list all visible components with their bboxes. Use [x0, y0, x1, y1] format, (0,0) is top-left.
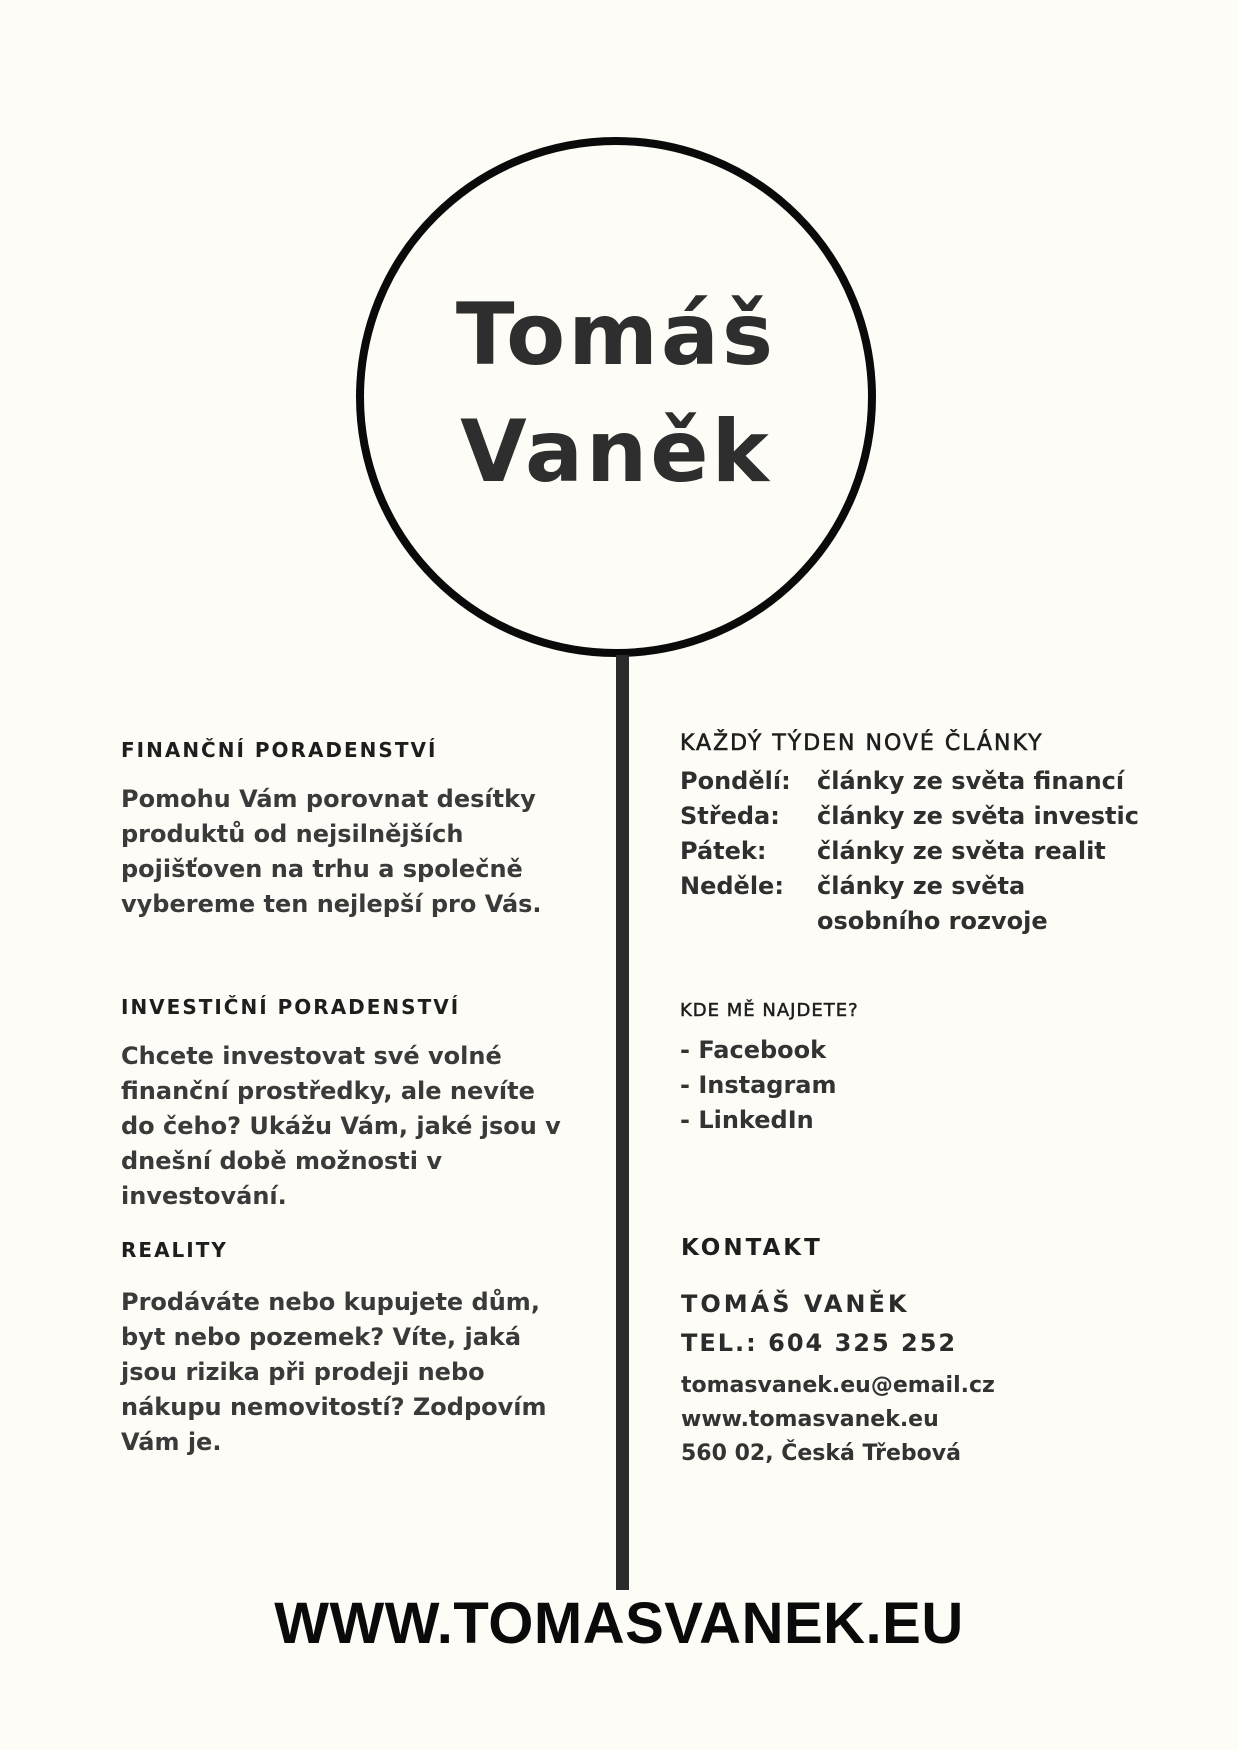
- social-link-linkedin[interactable]: - LinkedIn: [680, 1106, 814, 1134]
- contact-phone[interactable]: TEL.: 604 325 252: [681, 1329, 958, 1357]
- schedule-day: Pátek:: [680, 837, 767, 865]
- investment-advice-heading: INVESTIČNÍ PORADENSTVÍ: [121, 995, 461, 1019]
- financial-advice-text: Pomohu Vám porovnat desítky produktů od nejsilnějších pojišťoven na trhu a společně vybereme ten nejlepší pro Vás.: [121, 785, 542, 918]
- contact-section: [681, 1235, 1121, 1471]
- social-links: [680, 1033, 1080, 1138]
- schedule-desc: články ze světa osobního rozvoje: [817, 872, 1048, 935]
- weekly-articles-heading: KAŽDÝ TÝDEN NOVÉ ČLÁNKY: [680, 731, 1044, 756]
- schedule-row: [680, 799, 1150, 834]
- name-first: Tomáš: [455, 285, 777, 385]
- footer-website-url[interactable]: WWW.TOMASVANEK.EU: [274, 1591, 964, 1656]
- schedule-day: Středa:: [680, 802, 780, 830]
- name-circle: [356, 137, 876, 657]
- find-me-heading: KDE MĚ NAJDETE?: [680, 1000, 859, 1021]
- investment-advice-text: Chcete investovat své volné finanční prostředky, ale nevíte do čeho? Ukážu Vám, jaké jsou v dnešní době možnosti v investování.: [121, 1042, 561, 1210]
- contact-details: [681, 1369, 1121, 1471]
- article-schedule: [680, 764, 1150, 939]
- find-me-section: [680, 1000, 1080, 1138]
- financial-advice-heading: FINANČNÍ PORADENSTVÍ: [121, 738, 438, 762]
- schedule-day: Neděle:: [680, 872, 784, 900]
- name-last: Vaněk: [460, 402, 772, 502]
- reality-text: Prodáváte nebo kupujete dům, byt nebo pozemek? Víte, jaká jsou rizika při prodeji nebo nákupu nemovitostí? Zodpovím Vám je.: [121, 1288, 547, 1456]
- social-link-facebook[interactable]: - Facebook: [680, 1036, 827, 1064]
- financial-advice-section: [121, 738, 561, 922]
- schedule-desc: články ze světa financí: [817, 767, 1125, 795]
- reality-section: [121, 1238, 571, 1460]
- schedule-row: [680, 869, 1150, 939]
- social-link-instagram[interactable]: - Instagram: [680, 1071, 837, 1099]
- contact-address: 560 02, Česká Třebová: [681, 1441, 961, 1466]
- contact-email[interactable]: tomasvanek.eu@email.cz: [681, 1373, 995, 1398]
- circle-stem-divider: [616, 655, 629, 1590]
- schedule-day: Pondělí:: [680, 767, 791, 795]
- schedule-row: [680, 764, 1150, 799]
- weekly-articles-section: [680, 731, 1150, 939]
- contact-name: TOMÁŠ VANĚK: [681, 1290, 910, 1318]
- contact-heading: KONTAKT: [681, 1235, 823, 1261]
- investment-advice-section: [121, 995, 571, 1214]
- schedule-desc: články ze světa investic: [817, 802, 1139, 830]
- schedule-row: [680, 834, 1150, 869]
- schedule-desc: články ze světa realit: [817, 837, 1106, 865]
- person-name: [456, 277, 776, 511]
- reality-heading: REALITY: [121, 1238, 228, 1262]
- contact-website[interactable]: www.tomasvanek.eu: [681, 1407, 939, 1432]
